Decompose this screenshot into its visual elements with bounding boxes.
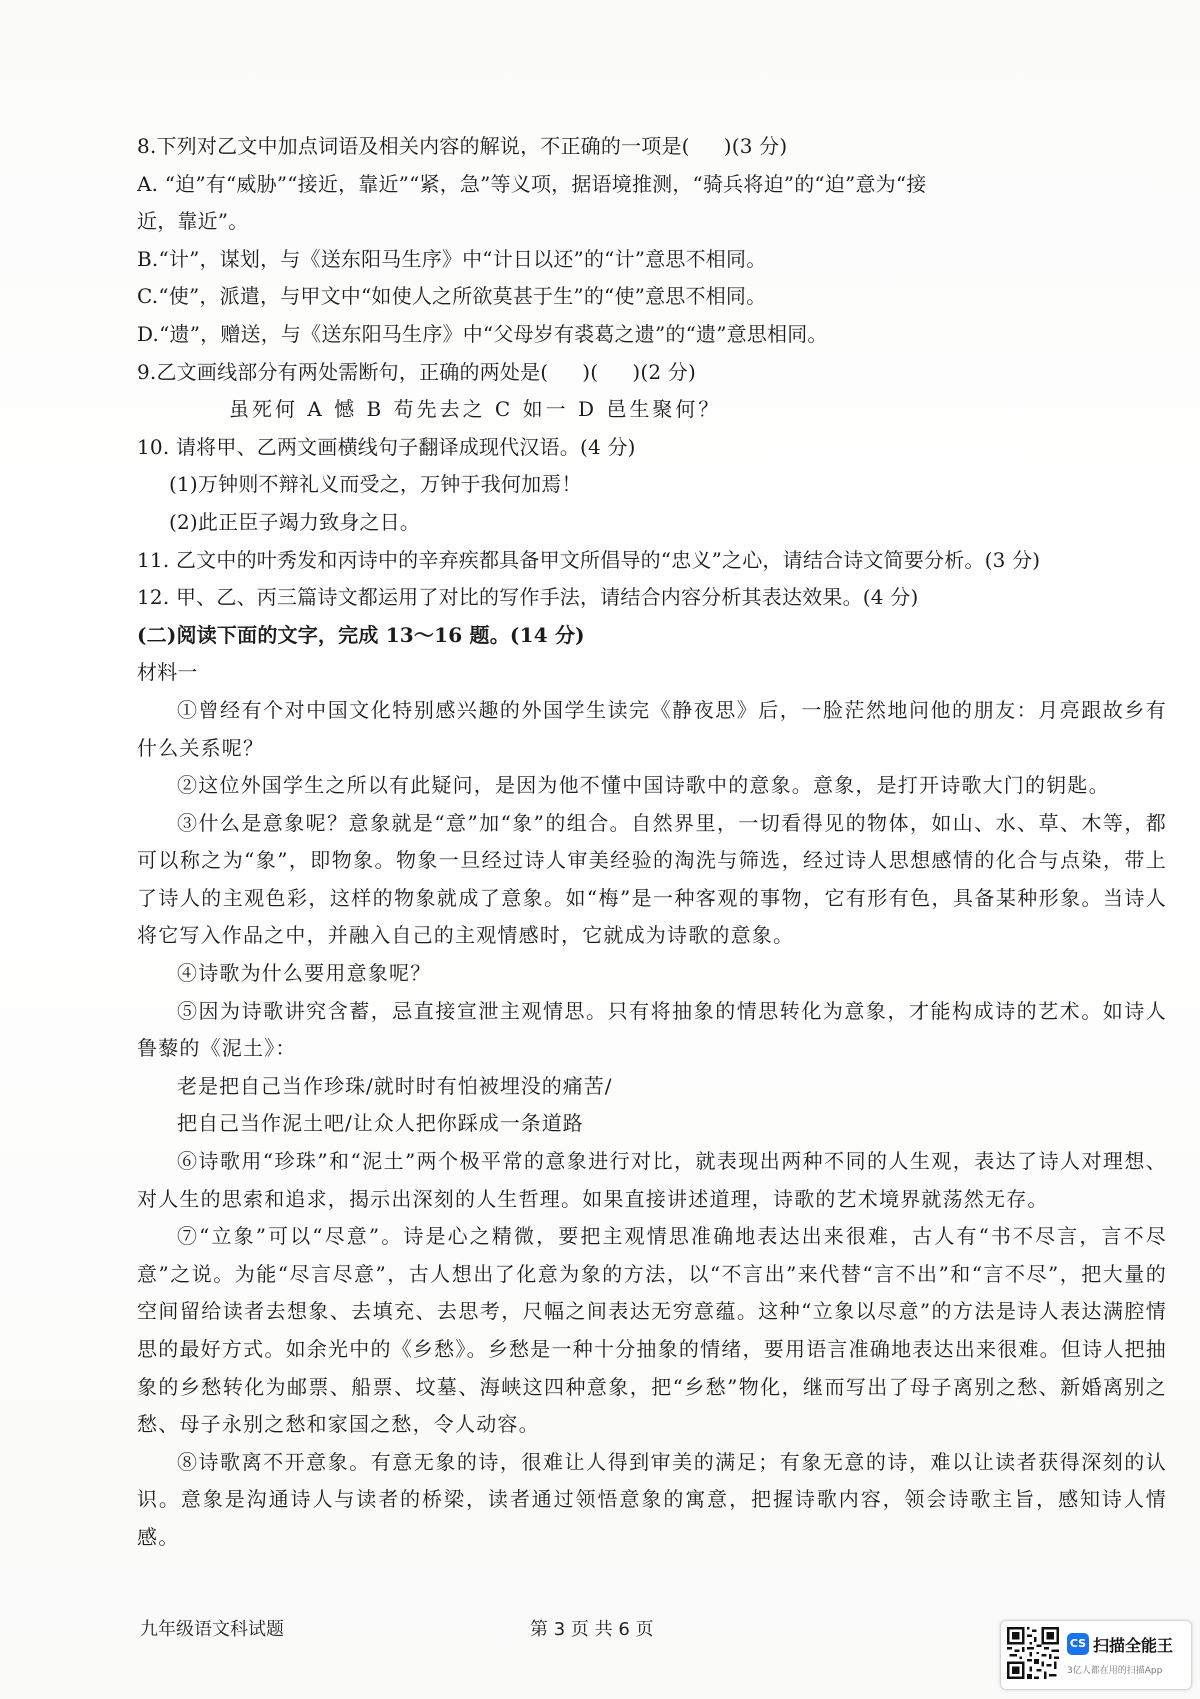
question-10-stem: 10. 请将甲、乙两文画横线句子翻译成现代汉语。(4 分): [137, 434, 636, 459]
paragraph-8: ⑧诗歌离不开意象。有意无象的诗，很难让人得到审美的满足；有象无意的诗，难以让读者获得深刻的认识。意象是沟通诗人与读者的桥梁，读者通过领悟意象的寓意，把握诗歌内容，领会诗歌主旨，感知诗人情感。: [137, 1449, 1167, 1549]
q8-option-d: D.“遗”，赠送，与《送东阳马生序》中“父母岁有裘葛之遗”的“遗”意思相同。: [137, 321, 828, 346]
footer-page-number: 第 3 页 共 6 页: [530, 1619, 654, 1640]
paragraph-7: ⑦“立象”可以“尽意”。诗是心之精微，要把主观情思准确地表达出来很难，古人有“书不尽言，言不尽意”之说。为能“尽言尽意”，古人想出了化意为象的方法，以“不言出”来代替“言不出”和“言不尽”，把大量的空间留给读者去想象、去填充、去思考，尺幅之间表达无穷意蕴。这种“立象以尽意”的方法是诗人表达满腔情思的最好方式。如余光中的《乡愁》。乡愁是一种十分抽象的情绪，要用语言准确地表达出来很难。但诗人把抽象的乡愁转化为邮票、船票、坟墓、海峡这四种意象，把“乡愁”物化，继而写出了母子离别之愁、新婚离别之愁、母子永别之愁和家国之愁，令人动容。: [137, 1224, 1167, 1437]
paragraph-2: ②这位外国学生之所以有此疑问，是因为他不懂中国诗歌中的意象。意象，是打开诗歌大门的钥匙。: [177, 773, 1110, 798]
paragraph-5: ⑤因为诗歌讲究含蓄，忌直接宣泄主观情思。只有将抽象的情思转化为意象，才能构成诗的艺术。如诗人鲁藜的《泥土》：: [137, 998, 1167, 1061]
badge-subtitle: 3亿人都在用的扫描App: [1067, 1666, 1163, 1676]
footer-subject: 九年级语文科试题: [140, 1619, 284, 1640]
question-12: 12. 甲、乙、丙三篇诗文都运用了对比的写作手法，请结合内容分析其表达效果。(4 分): [137, 585, 919, 610]
poem-line-1: 老是把自己当作珍珠/就时时有怕被埋没的痛苦/: [177, 1073, 613, 1098]
q10-sentence-2: (2)此正臣子竭力致身之日。: [169, 509, 421, 534]
poem-line-2: 把自己当作泥土吧/让众人把你踩成一条道路: [177, 1111, 584, 1136]
section-2-heading: (二)阅读下面的文字，完成 13～16 题。(14 分): [137, 622, 585, 647]
qr-code-icon: [1007, 1627, 1059, 1679]
question-9-stem: [137, 354, 1167, 392]
q8-option-b: B.“计”，谋划，与《送东阳马生序》中“计日以还”的“计”意思不相同。: [137, 246, 767, 271]
paragraph-6: ⑥诗歌用“珍珠”和“泥土”两个极平常的意象进行对比，就表现出两种不同的人生观，表达了诗人对理想、对人生的思索和追求，揭示出深刻的人生哲理。如果直接讲述道理，诗歌的艺术境界就荡然无存。: [137, 1149, 1167, 1211]
question-11: 11. 乙文中的叶秀发和丙诗中的辛弃疾都具备甲文所倡导的“忠义”之心，请结合诗文简要分析。(3 分): [137, 547, 1041, 572]
q10-sentence-1: (1)万钟则不辩礼义而受之，万钟于我何加焉！: [169, 472, 582, 497]
camscanner-watermark: [1000, 1620, 1192, 1690]
camscanner-logo-icon: CS: [1067, 1633, 1089, 1655]
q9-separator: )(: [582, 359, 599, 384]
badge-title: 扫描全能王: [1093, 1636, 1174, 1655]
q8-option-a: A. “迫”有“威胁”“接近，靠近”“紧，急”等义项，据语境推测，“骑兵将迫”的“迫”意为“接: [137, 171, 927, 196]
exam-content: [137, 128, 1167, 1557]
q9-sentence: 虽死何 A 憾 B 苟先去之 C 如一 D 邑生聚何？: [229, 397, 722, 422]
q8-option-a-cont: 近，靠近”。: [137, 209, 249, 234]
q8-score: )(3 分): [723, 134, 788, 158]
question-8-stem: [137, 128, 1167, 166]
q9-score: )(2 分): [632, 359, 697, 384]
q8-stem-text: 8.下列对乙文中加点词语及相关内容的解说，不正确的一项是(: [137, 134, 690, 158]
material-1-title: 材料一: [137, 660, 198, 685]
paragraph-1: ①曾经有个对中国文化特别感兴趣的外国学生读完《静夜思》后，一脸茫然地问他的朋友：月亮跟故乡有什么关系呢？: [137, 697, 1167, 760]
q8-option-c: C.“使”，派遣，与甲文中“如使人之所欲莫甚于生”的“使”意思不相同。: [137, 284, 767, 309]
q9-stem-text: 9.乙文画线部分有两处需断句，正确的两处是(: [137, 359, 549, 384]
paragraph-4: ④诗歌为什么要用意象呢？: [177, 961, 432, 986]
paragraph-3: ③什么是意象呢？意象就是“意”加“象”的组合。自然界里，一切看得见的物体，如山、水、草、木等，都可以称之为“象”，即物象。物象一旦经过诗人审美经验的淘洗与筛选，经过诗人思想感情的化合与点染，带上了诗人的主观色彩，这样的物象就成了意象。如“梅”是一种客观的事物，它有形有色，具备某种形象。当诗人将它写入作品之中，并融入自己的主观情感时，它就成为诗歌的意象。: [137, 810, 1167, 948]
